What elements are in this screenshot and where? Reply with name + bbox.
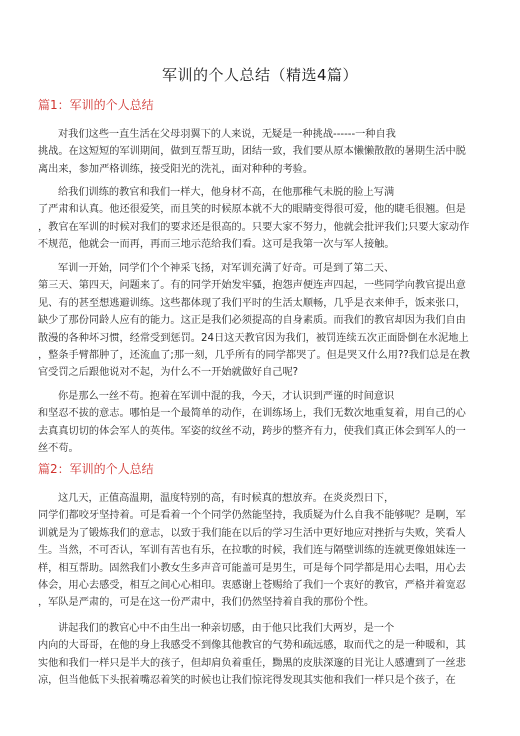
text-line: 挑战。在这短短的军训期间，做到互帮互助，团结一致，我们要从原本懒懒散散的暑期生活中脱 (38, 146, 466, 158)
text-line: 缺少了那份同龄人应有的能力。这正是我们必须提高的自身素质。而我们的教官却因为我们自由 (38, 315, 466, 327)
text-line: ，教官在军训的时候对我们的要求还是很高的。只要大家不努力，他就会批评我们;只要大家动作 (38, 221, 470, 233)
section2-paragraph-2 (38, 620, 482, 690)
section-heading-2: 篇2：军训的个人总结 (38, 462, 154, 476)
text-line: 实他和我们一样只是半大的孩子，但却肩负着重任，黝黑的皮肤深邃的目光让人感遭到了一丝悲 (38, 657, 466, 669)
text-line: 和坚忍不拔的意志。哪怕是一个最简单的动作，在训练场上，我们无数次地重复着，用自己的心 (38, 408, 466, 420)
document-title: 军训的个人总结（精选4篇） (161, 66, 359, 84)
section1-paragraph-4 (38, 388, 482, 458)
text-line: 去真真切切的体会军人的英伟。军姿的纹丝不动，跨步的整齐有力，使我们真正体会到军人的一 (38, 425, 466, 437)
text-line: 离出来，参加严格训练，接受阳光的洗礼，面对种种的考验。 (38, 163, 314, 175)
text-line: 体会，用心去感受，相互之间心心相印。衷感谢上苍赐给了我们一个衷好的教官，严格并着宽忍 (38, 580, 466, 592)
text-line: 训就是为了锻炼我们的意志，以致于我们能在以后的学习生活中更好地应对挫折与失败，笑看人 (38, 527, 466, 539)
text-line: 凉，但当他低下头抿着嘴忍着笑的时候也让我们惊诧得发现其实他和我们一样只是个孩子，在 (38, 675, 456, 687)
text-line: 了严肃和认真。他还很爱笑，而且笑的时候原本就不大的眼睛变得很可爱，他的睫毛很翘。但是 (38, 204, 466, 216)
text-line: 对我们这些一直生活在父母羽翼下的人来说，无疑是一种挑战------一种自我 (58, 129, 396, 140)
text-line: 军训一开始，同学们个个神采飞扬，对军训充满了好奇。可是到了第二天、 (58, 263, 395, 274)
text-line: 讲起我们的教官心中不由生出一种亲切感，由于他只比我们大两岁，是一个 (58, 623, 395, 634)
text-line: 给我们训练的教官和我们一样大，他身材不高，在他那稚气未脱的脸上写满 (58, 187, 395, 198)
text-line: 官受罚之后跟他说对不起，为什么不一开始就做好自己呢? (38, 367, 299, 379)
section1-paragraph-1 (38, 126, 482, 178)
text-line: 样，相互帮助。固然我们小教女生多声音可能盖可是男生，可是每个同学都是用心去唱，用心去 (38, 562, 466, 574)
text-line: 生。当然，不可否认，军训有苦也有乐，在拉歌的时候，我们连与隔壁训练的连就更像姐妹连一 (38, 545, 466, 557)
text-line: 第三天、第四天，问题来了。有的同学开始发牢骚，抱怨声便连声四起，一些同学向教官提出意 (38, 280, 466, 292)
text-line: ，整条手臂都肿了，还流血了;那一刻，几乎所有的同学都哭了。但是哭又什么用??我们总是在教 (38, 350, 470, 362)
text-line: 丝不苟。 (38, 443, 79, 455)
section2-paragraph-1 (38, 490, 482, 612)
text-line: 不规范，他就会一而再，再而三地示范给我们看。这可是我第一次与军人接触。 (38, 239, 395, 251)
section1-paragraph-3 (38, 260, 482, 382)
text-line: 这几天，正值高温期，温度特别的高，有时候真的想放弃。在炎炎烈日下， (58, 493, 395, 504)
text-line: 见、有的甚至想逃避训练。这些都体现了我们平时的生活太顺畅，几乎是衣来伸手，饭来张口， (38, 297, 466, 309)
text-line: 散漫的各种坏习惯，经常受到惩罚。24日这天教官因为我们，被罚连续五次正面卧倒在水泥地上 (38, 332, 469, 344)
section-heading-1: 篇1：军训的个人总结 (38, 98, 154, 112)
text-line: ，军队是严肃的，可是在这一份严肃中，我们仍然坚持着自我的那份个性。 (38, 597, 375, 609)
text-line: 你是那么一丝不苟。抱着在军训中混的我，今天，才认识到严谨的时间意识 (58, 391, 395, 402)
text-line: 同学们都咬牙坚持着。可是看着一个个同学仍然能坚持，我质疑为什么自我不能够呢？是啊，军 (38, 510, 466, 522)
section1-paragraph-2 (38, 184, 482, 254)
text-line: 内向的大哥哥，在他的身上我感受不到像其他教官的气势和疏远感，取而代之的是一种暖和，其 (38, 640, 466, 652)
